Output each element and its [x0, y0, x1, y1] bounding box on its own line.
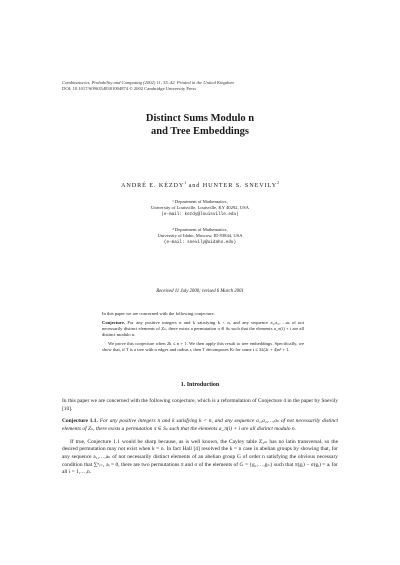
- paper-title: [0, 112, 400, 138]
- conjecture-1-1-text: For any positive integers n and k satisfying k < n, and any sequence a₁,a₂,…,aₖ of not necessarily distinct elements of Zₙ, there exists a permutation π ∈ Sₖ such that the elements a_π(i) + i are all distinct modulo n.: [62, 418, 338, 432]
- body-paragraph-2: If true, Conjecture 1.1 would be sharp because, as is well known, the Cayley table Z₂ₘ has no latin transversal, so the desired permutation may not exist when k = n. In fact Hall [4] resolved the k = n case in abelian groups by showing that, for any sequence a₁,…,aₙ of not necessarily distinct elements of an abelian group G of order n satisfying the obvious necessary condition that ∑ⁿᵢ₌₁ aᵢ = 0, there are two permutations π and σ of the elements of G = {g₁,…,gₙ} such that π(gᵢ) − σ(gᵢ) = aᵢ for all i = 1,…,n.: [62, 438, 338, 476]
- affiliation-1-dept: ¹ Department of Mathematics,: [172, 199, 228, 204]
- section-heading: 1. Introduction: [180, 382, 220, 388]
- author-line: [0, 181, 400, 189]
- author-2-marker: 2: [277, 181, 279, 185]
- abstract-conjecture-label: Conjecture.: [102, 320, 126, 326]
- abstract-intro: In this paper we are concerned with the following conjecture.: [102, 311, 215, 316]
- author-2: HUNTER S. SNEVILY: [202, 182, 278, 190]
- abstract-result: We prove this conjecture when 2k ≤ n + 1. We then apply this result to tree embeddings. Specifically, we show that, if T is a tree with n edges and radius r, then T decomposes Kₜ for some t ≤ 32(2r + 4)n² + 1.: [102, 341, 304, 353]
- affiliation-1: [0, 199, 400, 218]
- affiliation-2: [0, 227, 400, 246]
- abstract-conjecture-text: For any positive integers n and k satisfying k < n, and any sequence a₁,a₂,…,aₖ of not necessarily distinct elements of Zₙ, there exists a permutation π ∈ Sₖ such that the elements a_π(i) + i are all distinct modulo n.: [102, 320, 304, 338]
- body-paragraph-1: In this paper we are concerned with the following conjecture, which is a reformulation of Conjecture 4 in the paper by Snevily [10].: [62, 398, 338, 412]
- journal-doi: DOI: 10.1017/S0963548301004874 © 2002 Cambridge University Press: [62, 86, 197, 91]
- conjecture-1-1: [62, 418, 338, 433]
- title-line-2: and Tree Embeddings: [150, 126, 250, 137]
- received-dates: Received 11 July 2000; revised 6 March 2001: [156, 289, 244, 294]
- abstract: [102, 311, 304, 354]
- affiliation-2-dept: ² Department of Mathematics,: [172, 227, 228, 232]
- body-text: [62, 398, 338, 477]
- journal-citation: Combinatorics, Probability and Computing (2002) 11, 35–42. Printed in the United Kingdom: [62, 80, 234, 85]
- affiliation-1-email: (e-mail: kezdy@louisville.edu): [161, 211, 239, 217]
- title-line-1: Distinct Sums Modulo n: [145, 113, 255, 124]
- affiliation-2-email: (e-mail: snevily@uidaho.edu): [163, 239, 237, 245]
- abstract-conjecture: [102, 320, 304, 338]
- author-1-marker: 1: [184, 181, 187, 185]
- conjecture-1-1-label: Conjecture 1.1.: [62, 418, 98, 425]
- affiliation-1-address: University of Louisville, Louisville, KY 40292, USA: [151, 205, 249, 211]
- author-1: ANDRÉ E. KÉZDY: [121, 182, 185, 190]
- author-conjunction: and: [188, 182, 201, 190]
- affiliation-2-address: University of Idaho, Moscow, ID 83844, USA: [157, 233, 243, 239]
- journal-header: [62, 80, 234, 92]
